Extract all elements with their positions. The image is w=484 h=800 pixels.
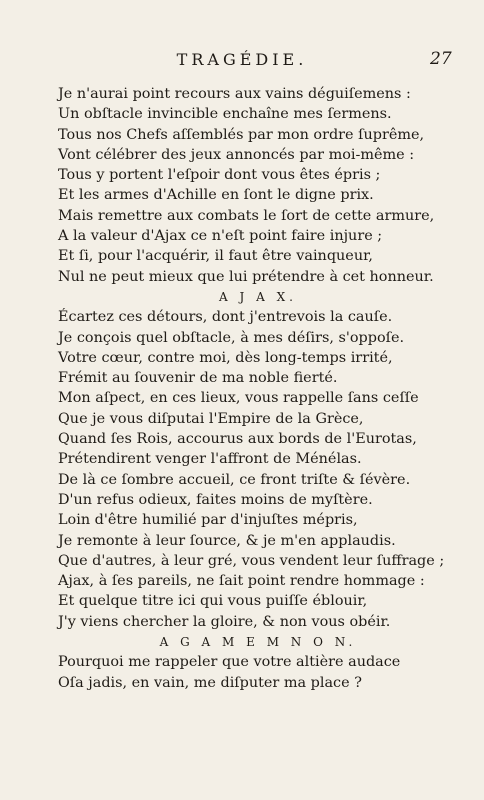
speaker-agamemnon: A G A M E M N O N.	[159, 635, 357, 650]
verse-line: J'y viens chercher la gloire, & non vous obéir.	[58, 613, 391, 630]
verse-line: Vont célébrer des jeux annoncés par moi-même :	[58, 146, 415, 163]
verse-text	[58, 84, 458, 693]
verse-line: Écartez ces détours, dont j'entrevois la cauſe.	[58, 309, 393, 326]
verse-line: Oſa jadis, en vain, me diſputer ma place ?	[58, 674, 362, 691]
verse-line: Ajax, à ſes pareils, ne ſait point rendre hommage :	[58, 573, 425, 590]
running-title: TRAGÉDIE.	[176, 50, 308, 69]
verse-line: Que d'autres, à leur gré, vous vendent leur ſuffrage ;	[58, 552, 445, 569]
verse-line: Frémit au ſouvenir de ma noble fierté.	[58, 370, 338, 387]
verse-line: Nul ne peut mieux que lui prétendre à cet honneur.	[58, 268, 434, 285]
verse-line: Mon aſpect, en ces lieux, vous rappelle ſans ceſſe	[58, 390, 419, 407]
verse-line: Je conçois quel obſtacle, à mes déſirs, s'oppoſe.	[58, 329, 405, 346]
verse-line: Que je vous diſputai l'Empire de la Grèce,	[58, 410, 364, 427]
verse-line: Tous nos Chefs aſſemblés par mon ordre ſuprême,	[58, 126, 425, 143]
verse-line: Je remonte à leur ſource, & je m'en applaudis.	[58, 532, 396, 549]
verse-line: Je n'aurai point recours aux vains déguiſemens :	[58, 86, 411, 102]
verse-line: Et ſi, pour l'acquérir, il faut être vainqueur,	[58, 248, 373, 265]
verse-line: Prétendirent venger l'affront de Ménélas.	[58, 451, 362, 468]
verse-line: Mais remettre aux combats le ſort de cette armure,	[58, 207, 435, 224]
verse-line: Et quelque titre ici qui vous puiſſe éblouir,	[58, 593, 368, 610]
verse-line: Tous y portent l'eſpoir dont vous êtes épris ;	[58, 167, 381, 184]
verse-line: De là ce ſombre accueil, ce front triſte & ſévère.	[58, 471, 411, 488]
verse-line: Et les armes d'Achille en ſont le digne prix.	[58, 187, 374, 204]
verse-line: Quand ſes Rois, accourus aux bords de l'Eurotas,	[58, 431, 417, 448]
verse-line: Pourquoi me rappeler que votre altière audace	[58, 654, 401, 671]
verse-line: A la valeur d'Ajax ce n'eſt point faire injure ;	[58, 228, 383, 245]
verse-line: Un obſtacle invincible enchaîne mes ſermens.	[58, 106, 392, 123]
page-number: 27	[430, 49, 452, 69]
verse-line: Loin d'être humilié par d'injuſtes mépris,	[58, 512, 358, 529]
verse-line: Votre cœur, contre moi, dès long-temps irrité,	[58, 349, 393, 366]
verse-line: D'un refus odieux, faites moins de myſtère.	[58, 491, 373, 508]
speaker-ajax: A J A X.	[219, 289, 297, 304]
